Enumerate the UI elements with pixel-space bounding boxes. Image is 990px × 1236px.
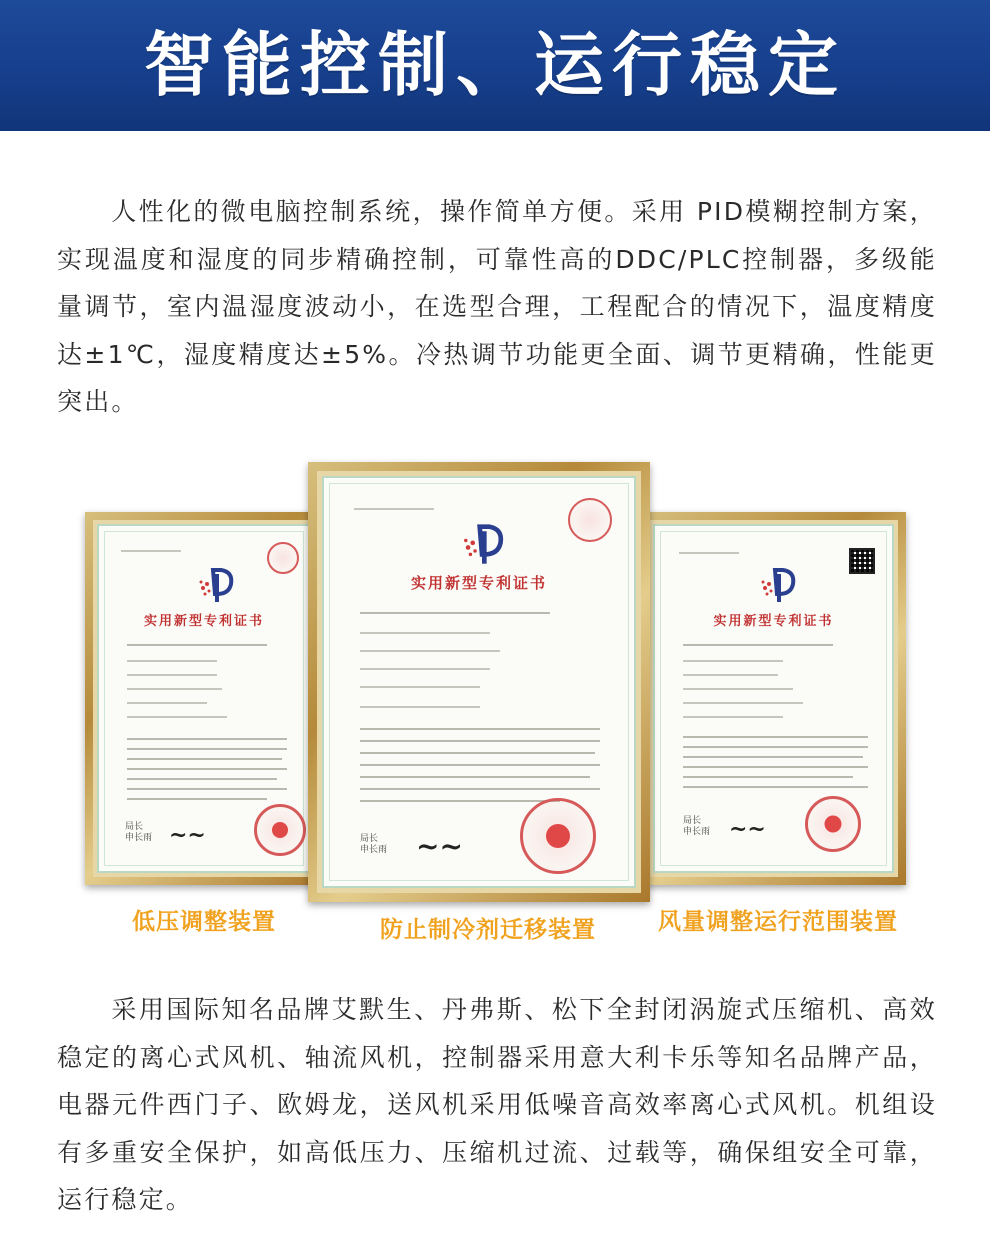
- signature: ~~: [729, 816, 766, 842]
- qr-code-icon: [849, 548, 875, 574]
- certificate-frame-left: [85, 512, 323, 885]
- patent-logo-icon: [456, 522, 508, 566]
- certificate-frame-right: [641, 512, 906, 885]
- official-seal: [254, 804, 306, 856]
- banner-title: 智能控制、运行稳定: [144, 24, 846, 106]
- patent-logo-icon: [193, 566, 237, 604]
- certificate-left: 实用新型专利证书 局长 申长雨 ~~: [97, 524, 311, 873]
- components-paragraph: [57, 986, 937, 1224]
- certificate-right: 实用新型专利证书 局长 申长雨 ~~: [653, 524, 894, 873]
- certificate-frame-center: [308, 462, 650, 902]
- components-paragraph-text: 采用国际知名品牌艾默生、丹弗斯、松下全封闭涡旋式压缩机、高效稳定的离心式风机、轴流风机，控制器采用意大利卡乐等知名品牌产品，电器元件西门子、欧姆龙，送风机采用低噪音高效率离心式风机。机组设有多重安全保护，如高低压力、压缩机过流、过载等，确保组安全可靠，运行稳定。: [57, 995, 937, 1214]
- signature: ~~: [169, 822, 206, 848]
- official-seal: [520, 798, 596, 874]
- certificate-center-title: 实用新型专利证书: [410, 574, 547, 592]
- signature: ~~: [416, 830, 463, 863]
- certificate-right-title: 实用新型专利证书: [713, 614, 834, 629]
- header-banner: [0, 0, 990, 131]
- certificate-left-title: 实用新型专利证书: [143, 614, 264, 629]
- red-stamp: [568, 498, 612, 542]
- intro-paragraph-text: 人性化的微电脑控制系统，操作简单方便。采用 PID模糊控制方案，实现温度和湿度的同步精确控制，可靠性高的DDC/PLC控制器，多级能量调节，室内温湿度波动小，在选型合理，工程配合的情况下，温度精度达±1℃，湿度精度达±5%。冷热调节功能更全面、调节更精确，性能更突出。: [57, 197, 937, 416]
- caption-low-pressure: 低压调整装置: [132, 909, 276, 935]
- official-seal: [805, 796, 861, 852]
- caption-air-volume: 风量调整运行范围装置: [658, 909, 898, 935]
- certificate-center: 实用新型专利证书 局长 申长雨 ~~: [322, 476, 636, 888]
- red-stamp: [267, 542, 299, 574]
- patent-logo-icon: [755, 566, 799, 604]
- caption-refrigerant-migration: 防止制冷剂迁移装置: [380, 917, 596, 943]
- intro-paragraph: [57, 188, 937, 426]
